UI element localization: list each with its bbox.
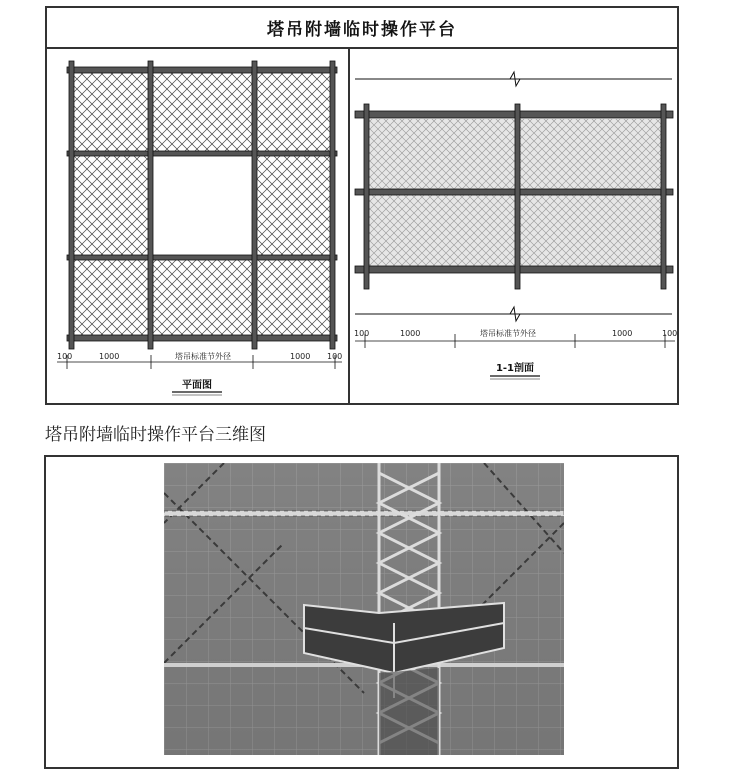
render-frame: [44, 455, 679, 769]
section-dim-1: 1000: [400, 329, 421, 338]
plan-dim-small-2: 100: [327, 352, 343, 361]
section-view-drawing: [350, 49, 678, 404]
plan-dim-3: 1000: [290, 352, 311, 361]
plan-view-drawing: [47, 49, 347, 404]
platform-3d-render: [164, 463, 564, 755]
render-caption: 塔吊附墙临时操作平台三维图: [45, 425, 266, 445]
section-view-label: 1-1剖面: [495, 363, 535, 374]
section-dim-3: 1000: [612, 329, 633, 338]
plan-dim-2: 塔吊标准节外径: [175, 352, 231, 361]
plan-dim-1: 1000: [99, 352, 120, 361]
plan-dim-small-1: 100: [57, 352, 73, 361]
section-dim-small-2: 100: [662, 329, 678, 338]
drawing-table: [45, 6, 679, 405]
plan-view-label: 平面图: [182, 380, 212, 391]
page-title: 塔吊附墙临时操作平台: [47, 8, 677, 49]
section-dim-2: 塔吊标准节外径: [480, 329, 536, 338]
section-dim-small-1: 100: [354, 329, 370, 338]
